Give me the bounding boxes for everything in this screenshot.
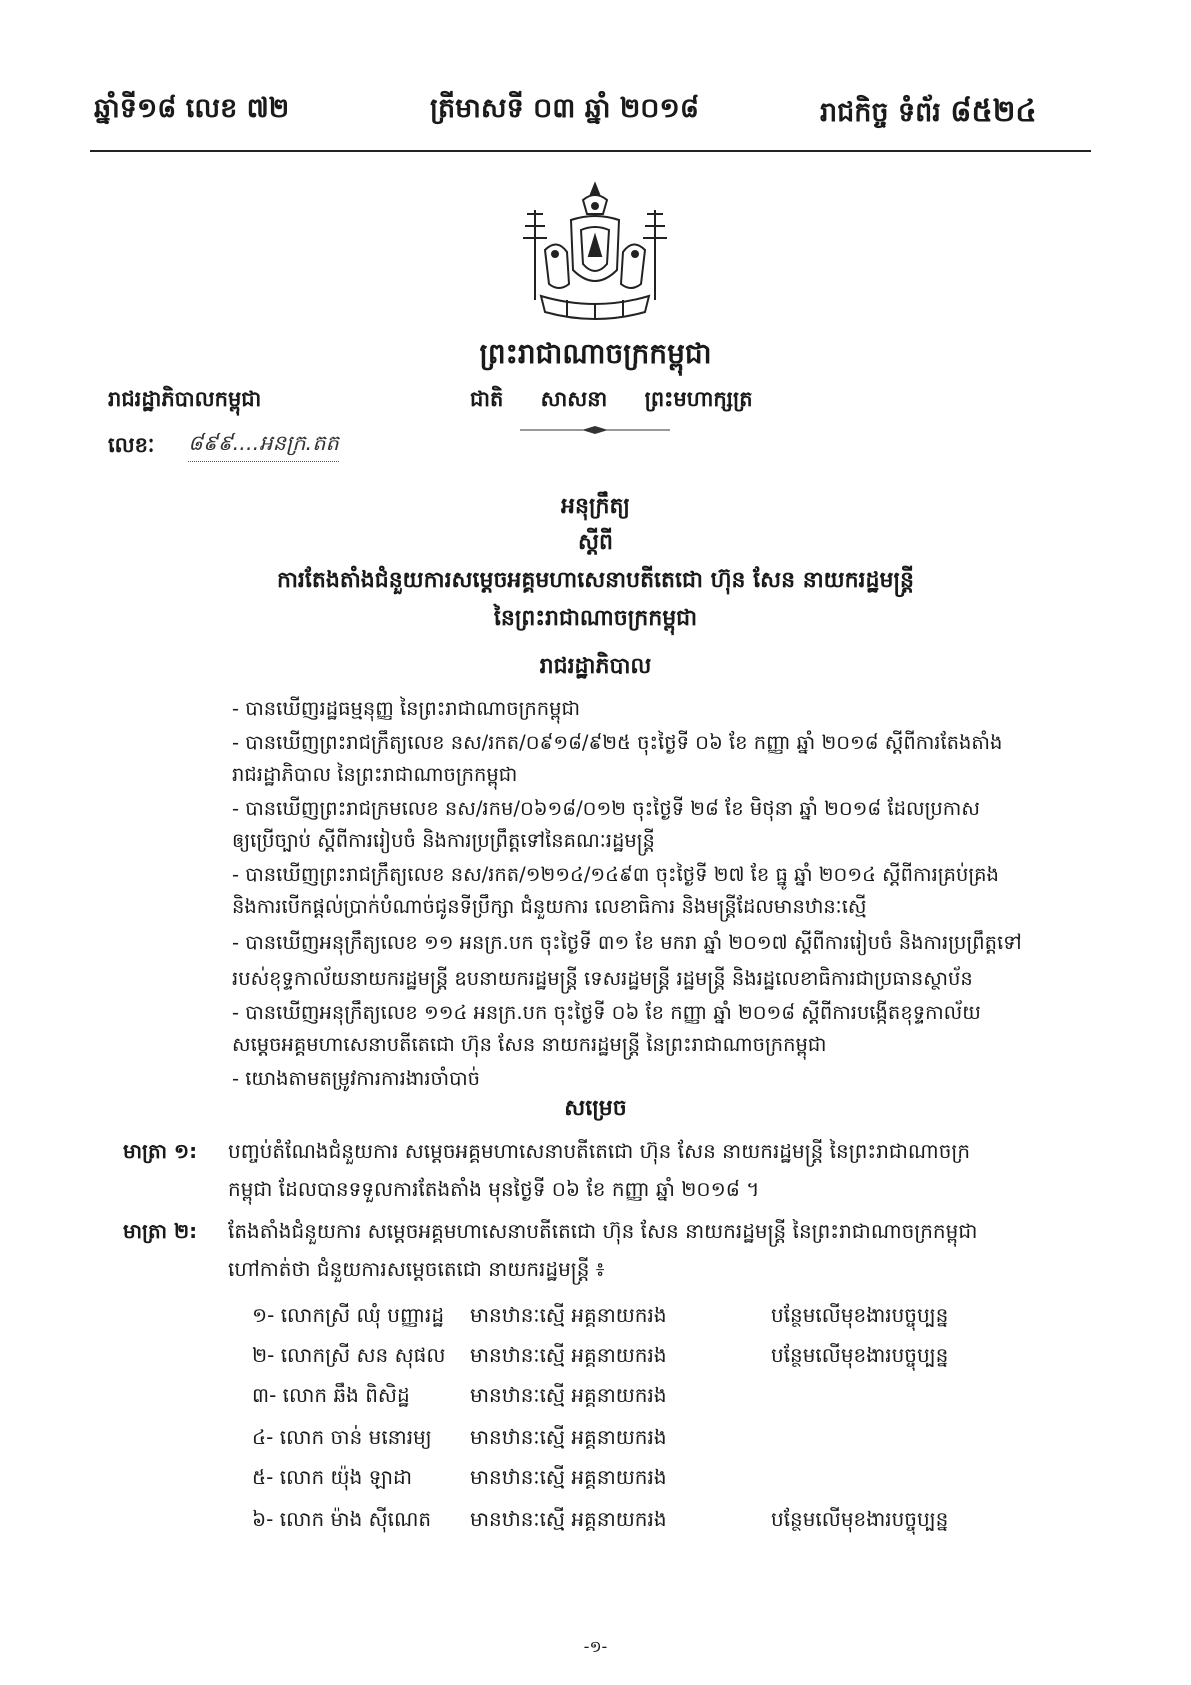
appointee-name: ១- លោកស្រី ឈុំ បញ្ញារដ្ឋ: [252, 1303, 445, 1327]
visa-line: - បានឃើញរដ្ឋធម្មនុញ្ញ នៃព្រះរាជាណាចក្រកម្ពុជា: [232, 697, 581, 720]
issuer-heading: រាជរដ្ឋាភិបាល: [539, 654, 652, 679]
page-number: -១-: [583, 1637, 608, 1656]
article-2-text: តែងតាំងជំនួយការ សម្តេចអគ្គមហាសេនាបតីតេជោ ហ៊ុន សែន នាយករដ្ឋមន្ត្រី នៃព្រះរាជាណាចក្រកម្ពុជា: [228, 1219, 978, 1243]
document-type: អនុក្រឹត្យ: [561, 494, 630, 519]
appointee-note: បន្ថែមលើមុខងារបច្ចុប្បន្ន: [771, 1343, 949, 1367]
royal-coat-of-arms-icon: [505, 180, 685, 330]
national-motto: ជាតិ សាសនា ព្រះមហាក្សត្រ: [470, 387, 753, 411]
ornament-divider-icon: [520, 425, 670, 435]
gazette-page-number: ៨៥២៤: [950, 94, 1037, 129]
visa-line: និងការបើកផ្តល់ប្រាក់បំណាច់ជូនទីប្រឹក្សា ជំនួយការ លេខាធិការ និងមន្ត្រីដែលមានឋានៈស្មើ: [232, 895, 867, 918]
article-1-text-cont: កម្ពុជា ដែលបានទទួលការតែងតាំង មុនថ្ងៃទី ០៦ ខែ កញ្ញា ឆ្នាំ ២០១៨ ។: [228, 1177, 760, 1201]
visa-line: - បានឃើញព្រះរាជក្រឹត្យលេខ នស/រកត/១២១៤/១៤៩៣ ចុះថ្ងៃទី ២៧ ខែ ធ្នូ ឆ្នាំ ២០១៤ ស្តីពីការគ្រប់គ្រង: [232, 863, 999, 886]
header-rule: [90, 150, 1091, 152]
visa-line: - បានឃើញអនុក្រឹត្យលេខ ១១ អនក្រ.បក ចុះថ្ងៃទី ៣១ ខែ មករា ឆ្នាំ ២០១៧ ស្តីពីការរៀបចំ និងការប្រព្រឹត្តទៅ: [232, 931, 1022, 954]
appointee-name: ៥- លោក យ៉ុង ឡាដា: [252, 1465, 413, 1489]
reference-label: លេខៈ: [108, 433, 155, 457]
issuing-government: រាជរដ្ឋាភិបាលកម្ពុជា: [108, 387, 262, 411]
visa-line: របស់ខុទ្ទកាល័យនាយករដ្ឋមន្ត្រី ឧបនាយករដ្ឋមន្ត្រី ទេសរដ្ឋមន្ត្រី រដ្ឋមន្ត្រី និងរដ្ឋលេខាធិការជាប្រធានស្ថាប័ន: [232, 967, 973, 990]
visa-line: រាជរដ្ឋាភិបាល នៃព្រះរាជាណាចក្រកម្ពុជា: [232, 763, 518, 786]
gazette-issue: ឆ្នាំទី១៨ លេខ ៧២: [94, 93, 290, 124]
appointee-rank: មានឋានៈស្មើ អគ្គនាយករង: [470, 1507, 667, 1531]
visa-line: - បានឃើញព្រះរាជក្រឹត្យលេខ នស/រកត/០៩១៨/៩២៥ ចុះថ្ងៃទី ០៦ ខែ កញ្ញា ឆ្នាំ ២០១៨ ស្តីពីការតែងតាំង: [232, 731, 1003, 754]
title-subject: ការតែងតាំងជំនួយការសម្តេចអគ្គមហាសេនាបតីតេជោ ហ៊ុន សែន នាយករដ្ឋមន្រ្តី: [276, 568, 914, 593]
appointee-name: ៣- លោក ឆឹង ពិសិដ្ឋ: [252, 1383, 410, 1407]
appointee-note: បន្ថែមលើមុខងារបច្ចុប្បន្ន: [771, 1507, 949, 1531]
appointee-rank: មានឋានៈស្មើ អគ្គនាយករង: [470, 1383, 667, 1407]
article-2-label: មាត្រា ២:: [123, 1219, 198, 1243]
visa-line: ឲ្យប្រើច្បាប់ ស្តីពីការរៀបចំ និងការប្រព្រឹត្តទៅនៃគណៈរដ្ឋមន្ត្រី: [232, 829, 655, 852]
article-1-label: មាត្រា ១:: [123, 1139, 198, 1163]
reference-number: ៨៩៩....អនក្រ.តត: [188, 430, 339, 462]
appointee-note: បន្ថែមលើមុខងារបច្ចុប្បន្ន: [771, 1303, 949, 1327]
appointee-name: ៦- លោក ម៉ាង ស៊ីណេត: [252, 1507, 432, 1531]
appointee-rank: មានឋានៈស្មើ អគ្គនាយករង: [470, 1425, 667, 1449]
appointee-name: ៤- លោក ចាន់ មនោរម្យ: [252, 1425, 432, 1449]
visa-line: - បានឃើញព្រះរាជក្រមលេខ នស/រកម/០៦១៨/០១២ ចុះថ្ងៃទី ២៨ ខែ មិថុនា ឆ្នាំ ២០១៨ ដែលប្រកាស: [232, 797, 980, 820]
gazette-page-ref: [820, 92, 1037, 136]
gazette-page-prefix: រាជកិច្ច ទំព័រ: [820, 97, 941, 128]
visa-line: សម្តេចអគ្គមហាសេនាបតីតេជោ ហ៊ុន សែន នាយករដ្ឋមន្ត្រី នៃព្រះរាជាណាចក្រកម្ពុជា: [232, 1033, 827, 1056]
appointee-rank: មានឋានៈស្មើ អគ្គនាយករង: [470, 1343, 667, 1367]
visa-line: - បានឃើញអនុក្រឹត្យលេខ ១១៤ អនក្រ.បក ចុះថ្ងៃទី ០៦ ខែ កញ្ញា ឆ្នាំ ២០១៨ ស្តីពីការបង្កើតខុទ្ទកាល័យ: [232, 1001, 981, 1024]
article-2-text-cont: ហៅកាត់ថា ជំនួយការសម្តេចតេជោ នាយករដ្ឋមន្ត្រី ៖: [228, 1257, 605, 1281]
appointee-name: ២- លោកស្រី សន សុផល: [252, 1343, 446, 1367]
visa-line: - យោងតាមតម្រូវការការងារចាំបាច់: [232, 1067, 481, 1090]
decides-heading: សម្រេច: [564, 1096, 627, 1121]
title-subject-cont: នៃព្រះរាជាណាចក្រកម្ពុជា: [493, 606, 698, 631]
title-about: ស្តីពី: [578, 530, 613, 555]
appointee-rank: មានឋានៈស្មើ អគ្គនាយករង: [470, 1303, 667, 1327]
article-1-text: បញ្ចប់តំណែងជំនួយការ សម្តេចអគ្គមហាសេនាបតីតេជោ ហ៊ុន សែន នាយករដ្ឋមន្ត្រី នៃព្រះរាជាណាចក្រ: [228, 1139, 971, 1163]
kingdom-name: ព្រះរាជាណាចក្រកម្ពុជា: [479, 337, 712, 370]
gazette-quarter: ត្រីមាសទី ០៣ ឆ្នាំ ២០១៨: [430, 93, 699, 124]
appointee-rank: មានឋានៈស្មើ អគ្គនាយករង: [470, 1465, 667, 1489]
